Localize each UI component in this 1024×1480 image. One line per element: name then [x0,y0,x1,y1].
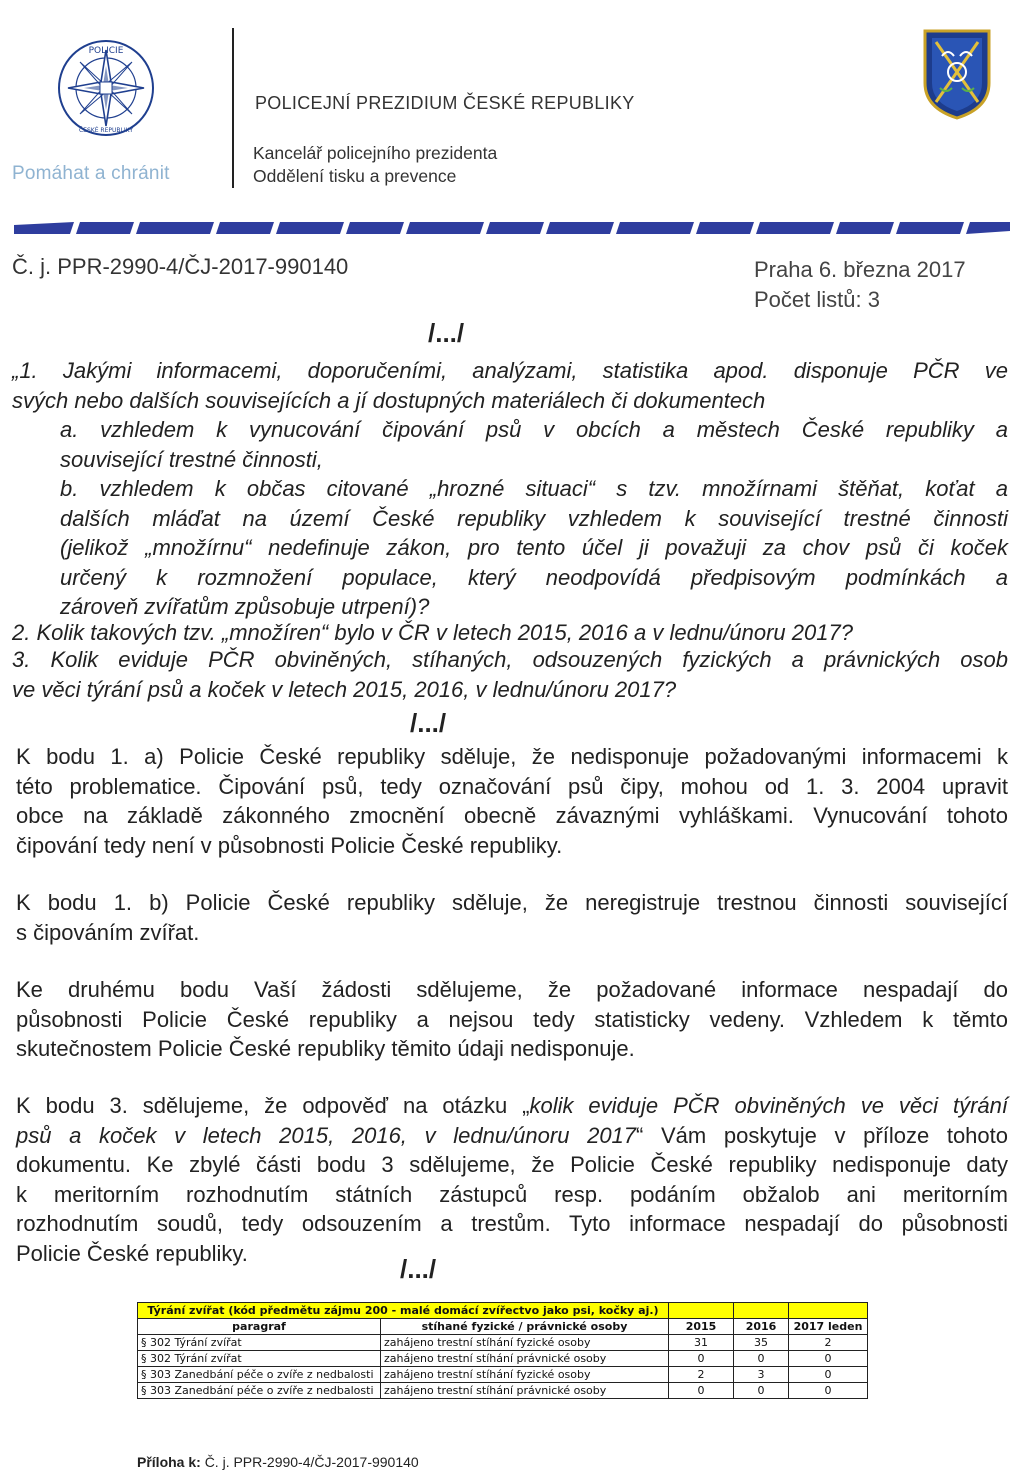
answer-1a-line: této problematice. Čipování psů, tedy označování psů čipy, mohou od 1. 3. 2004 upravit [16,773,1008,799]
answer-3-line: Policie České republiky. [16,1240,248,1266]
document-date: Praha 6. března 2017 [754,257,966,282]
department-1: Kancelář policejního prezidenta [253,143,498,163]
table-row [138,1351,868,1367]
table-cell: zahájeno trestní stíhání fyzické osoby [381,1335,669,1351]
question-3 [12,645,1008,704]
answer-3-line [16,1121,1008,1151]
ellipsis-2: /.../ [410,708,447,738]
table-header-row [138,1319,868,1335]
answer-3-line [16,1091,1008,1121]
table-title: Týrání zvířat (kód předmětu zájmu 200 - malé domácí zvířectvo jako psi, kočky aj.) [138,1303,669,1319]
answer-2-line: Ke druhému bodu Vaší žádosti sdělujeme, že požadované informace nespadají do [16,977,1008,1002]
table-header: 2015 [669,1319,734,1335]
table-row [138,1367,868,1383]
question-2 [12,618,1008,648]
table-row [138,1335,868,1351]
table-cell: zahájeno trestní stíhání fyzické osoby [381,1367,669,1383]
header-divider [232,28,234,188]
department-2: Oddělení tisku a prevence [253,166,457,186]
question-1b-line: určený k rozmnožení populace, který neodpovídá předpisovým podmínkách a [60,564,1008,590]
question-1-line: svých nebo dalších souvisejících a jí dostupných materiálech či dokumentech [12,387,766,413]
answer-1b-line: s čipováním zvířat. [16,919,200,945]
answer-3-quote: kolik eviduje PČR obviněných ve věci týrání [529,1093,1008,1118]
question-3-line: 3. Kolik eviduje PČR obviněných, stíhaných, odsouzených fyzických a právnických osob [12,647,1008,672]
reference-number: Č. j. PPR-2990-4/ČJ-2017-990140 [12,254,349,279]
answer-2 [16,975,1008,1064]
answer-1a-line: obce na základě zákonného zmocnění obecně závaznými vyhláškami. Vynucování tohoto [16,803,1008,828]
table-cell: 0 [669,1383,734,1399]
table-cell: § 303 Zanedbání péče o zvíře z nedbalosti [138,1367,381,1383]
attachment-label: Příloha k: [137,1454,201,1470]
table-header: 2016 [734,1319,789,1335]
answer-3-text: “ Vám poskytuje v příloze tohoto [636,1122,1009,1148]
table-cell: 0 [734,1383,789,1399]
table-cell: 2 [789,1335,868,1351]
answer-3-line: dokumentu. Ke zbylé části bodu 3 sdělujeme, že Policie České republiky nedisponuje daty [16,1152,1008,1177]
question-1b-line: b. vzhledem k občas citované „hrozné situaci“ s tzv. množírnami štěňat, koťat a [60,476,1008,501]
table-title-cell [669,1303,734,1319]
answer-1b [16,888,1008,947]
question-1-line: „1. Jakými informacemi, doporučeními, analýzami, statistika apod. disponuje PČR ve [12,358,1008,383]
answer-3-text: K bodu 3. sdělujeme, že odpověď na otázku „ [16,1093,530,1118]
logo-text-top: POLICIE [88,46,124,56]
answer-1b-line: K bodu 1. b) Policie České republiky sděluje, že neregistruje trestnou činnosti související [16,890,1008,915]
question-1b-line: (jelikož „množírnu“ nedefinuje zákon, pro tento účel ji považuji za chov psů či koček [60,535,1008,560]
table-header: 2017 leden [789,1319,868,1335]
answer-3 [16,1091,1008,1268]
question-2-line: 2. Kolik takových tzv. „množíren“ bylo v ČR v letech 2015, 2016 a v lednu/únoru 2017? [12,620,853,645]
table-cell: 0 [669,1351,734,1367]
answer-2-line: skutečnostem Policie České republiky těmito údaji nedisponuje. [16,1036,635,1061]
table-cell: zahájeno trestní stíhání právnické osoby [381,1383,669,1399]
table-cell: § 303 Zanedbání péče o zvíře z nedbalosti [138,1383,381,1399]
table-cell: 0 [789,1351,868,1367]
question-1b-line: zároveň zvířatům způsobuje utrpení)? [60,594,430,619]
question-1a-line: a. vzhledem k vynucování čipování psů v obcích a městech České republiky a [60,417,1008,442]
table-title-row [138,1303,868,1319]
question-1 [12,356,1008,415]
slogan: Pomáhat a chránit [12,163,170,184]
table-cell: zahájeno trestní stíhání právnické osoby [381,1351,669,1367]
attachment-note [137,1454,419,1470]
statistics-table-wrapper [137,1302,867,1399]
table-cell: 31 [669,1335,734,1351]
table-cell: 0 [789,1367,868,1383]
table-cell: 0 [734,1351,789,1367]
table-row [138,1383,868,1399]
table-header: stíhané fyzické / právnické osoby [381,1319,669,1335]
answer-1a-line: čipování tedy není v působnosti Policie České republiky. [16,832,563,858]
table-title-cell [734,1303,789,1319]
table-cell: § 302 Týrání zvířat [138,1351,381,1367]
answer-1a-line: K bodu 1. a) Policie České republiky sděluje, že nedisponuje požadovanými informacemi k [16,744,1008,769]
shield-emblem-icon [922,28,992,120]
header-stripe [14,222,1010,234]
answer-1a [16,742,1008,860]
answer-3-line: rozhodnutím soudů, tedy odsouzením a trestům. Tyto informace nespadají do působnosti [16,1211,1008,1236]
table-cell: 0 [789,1383,868,1399]
organization-name: POLICEJNÍ PREZIDIUM ČESKÉ REPUBLIKY [255,93,635,113]
attachment-ref: Č. j. PPR-2990-4/ČJ-2017-990140 [204,1454,419,1470]
table-header: paragraf [138,1319,381,1335]
table-cell: 3 [734,1367,789,1383]
table-title-cell [789,1303,868,1319]
ellipsis-3: /.../ [400,1254,437,1284]
question-1a [60,415,1008,474]
question-1b-line: dalších mláďat na území České republiky vzhledem k související trestné činnosti [60,505,1008,531]
police-star-logo [56,38,156,138]
table-cell: § 302 Týrání zvířat [138,1335,381,1351]
question-3-line: ve věci týrání psů a koček v letech 2015, 2016, v lednu/únoru 2017? [12,676,677,702]
statistics-table [137,1302,868,1399]
table-cell: 2 [669,1367,734,1383]
question-1a-line: související trestné činnosti, [60,446,323,472]
answer-3-quote: psů a koček v letech 2015, 2016, v lednu/únoru 2017 [16,1122,637,1148]
answer-3-line: k meritorním rozhodnutím státních zástupců resp. podáním obžalob ani meritorním [16,1181,1008,1207]
answer-2-line: působnosti Policie České republiky a nejsou tedy statisticky vedeny. Vzhledem k těmto [16,1006,1008,1032]
sheet-count: Počet listů: 3 [754,287,880,312]
table-cell: 35 [734,1335,789,1351]
logo-text-bottom: ČESKÉ REPUBLIKY [78,127,134,134]
question-1b [60,474,1008,622]
ellipsis-1: /.../ [428,318,465,348]
